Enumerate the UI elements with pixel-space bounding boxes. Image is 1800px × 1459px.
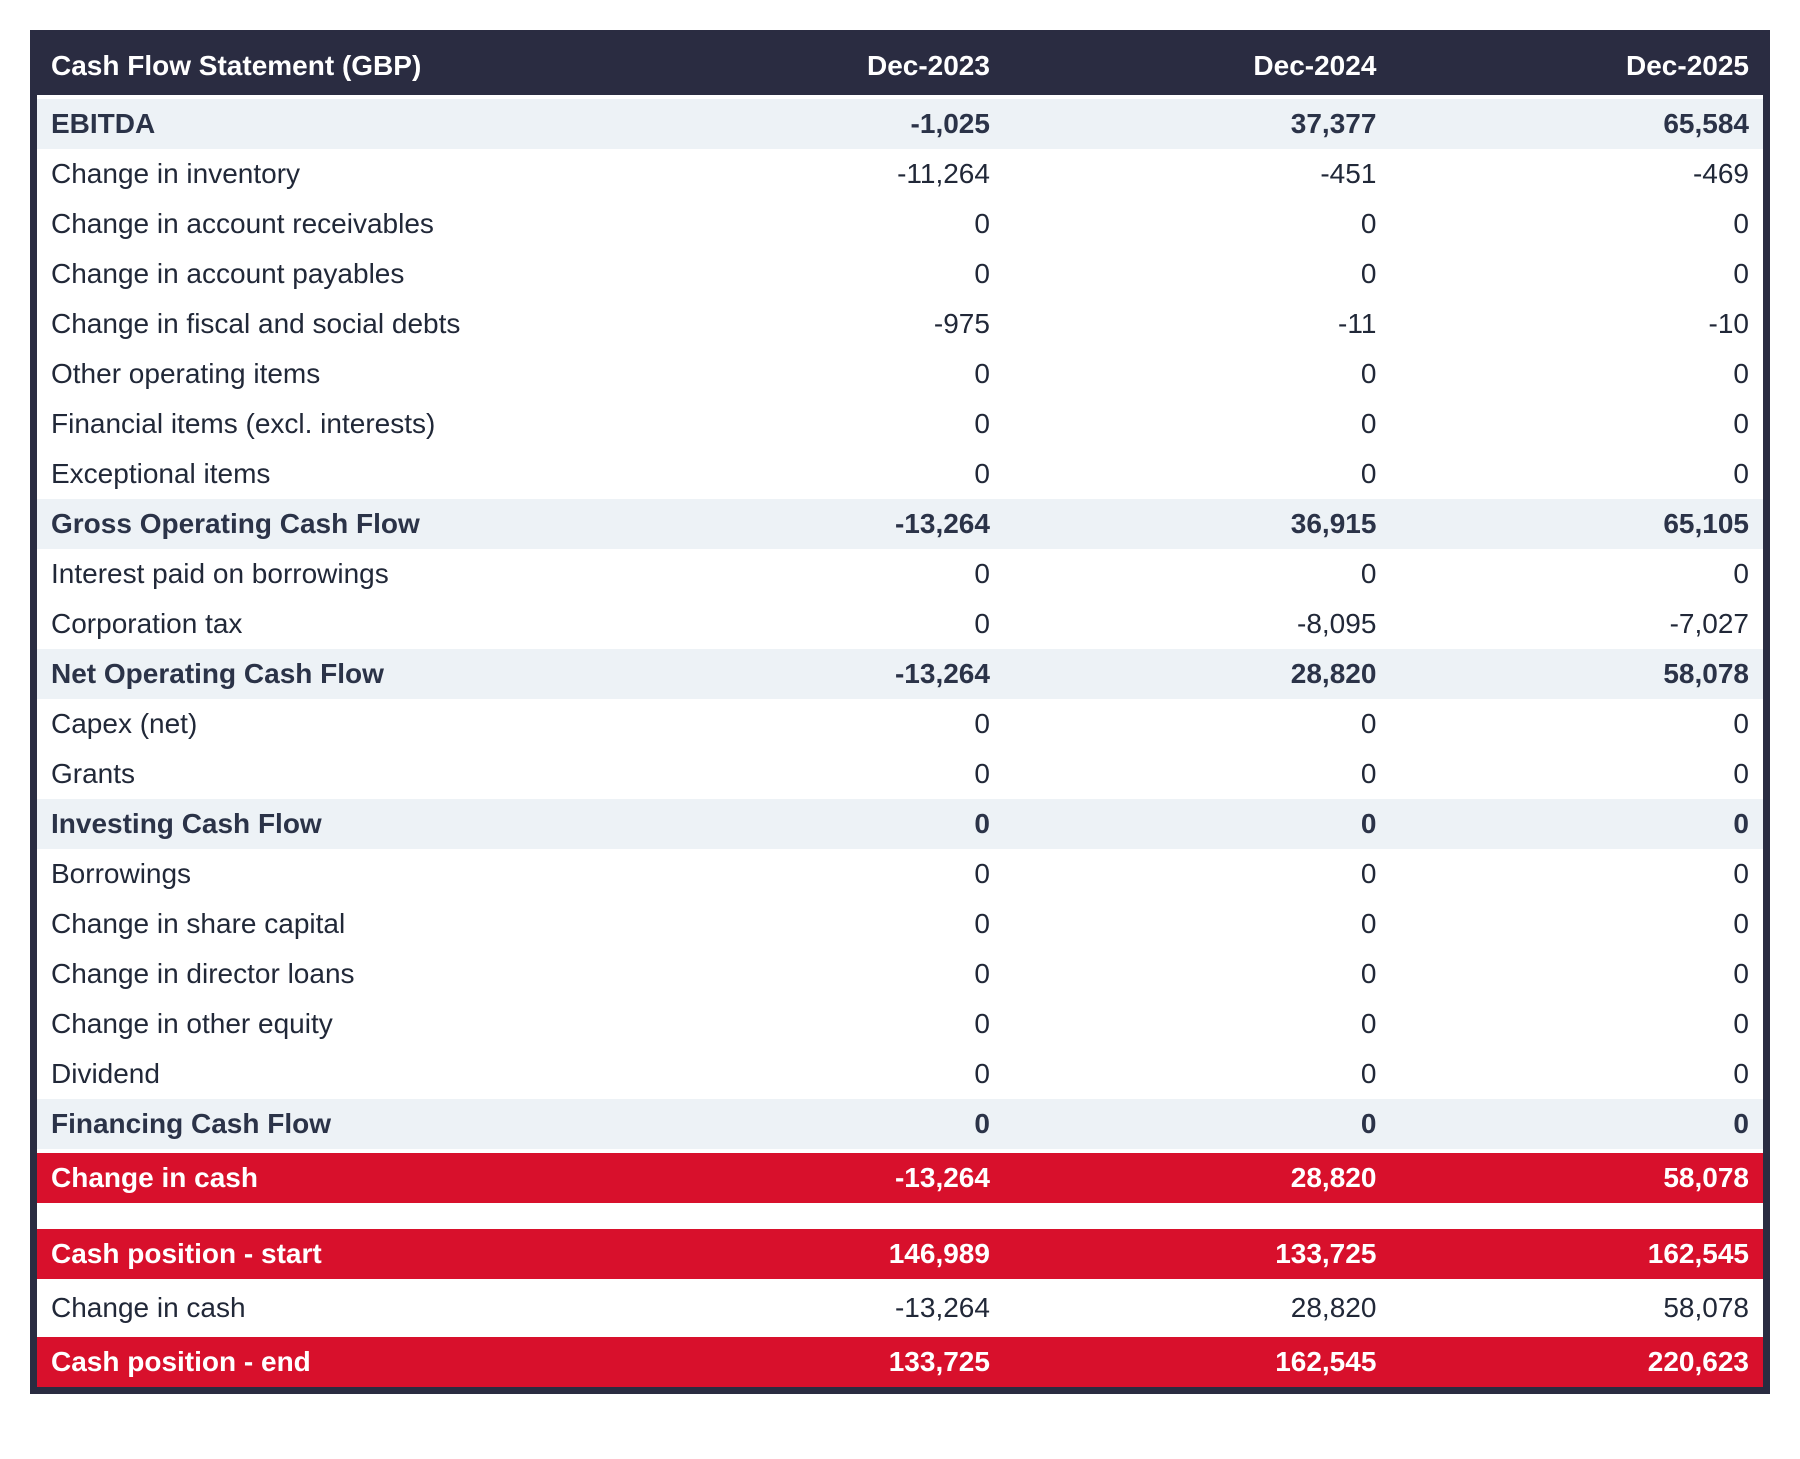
- cell-value: 0: [1004, 199, 1390, 249]
- row-label: EBITDA: [34, 97, 589, 149]
- row-label: Change in fiscal and social debts: [34, 299, 589, 349]
- cell-value: 0: [1004, 749, 1390, 799]
- cell-value: -13,264: [588, 499, 1004, 549]
- cash-flow-statement-table: [30, 30, 1770, 1394]
- cell-value: 28,820: [1004, 1281, 1390, 1335]
- cell-value: 0: [588, 449, 1004, 499]
- cell-value: 0: [1390, 949, 1766, 999]
- row-label: Financing Cash Flow: [34, 1099, 589, 1151]
- cell-value: -13,264: [588, 1151, 1004, 1205]
- cell-value: 65,584: [1390, 97, 1766, 149]
- table-body: [34, 97, 1767, 1391]
- row-label: Borrowings: [34, 849, 589, 899]
- cell-value: 0: [1390, 449, 1766, 499]
- cell-value: 0: [1390, 549, 1766, 599]
- cell-value: -469: [1390, 149, 1766, 199]
- table-row: [34, 299, 1767, 349]
- cell-value: 0: [588, 399, 1004, 449]
- table-row: [34, 199, 1767, 249]
- cell-value: 58,078: [1390, 1151, 1766, 1205]
- cell-value: -975: [588, 299, 1004, 349]
- cell-value: -13,264: [588, 649, 1004, 699]
- table-row: [34, 899, 1767, 949]
- spacer-row: [34, 1205, 1767, 1227]
- cell-value: 0: [1004, 949, 1390, 999]
- cell-value: 0: [1390, 899, 1766, 949]
- row-label: Change in account receivables: [34, 199, 589, 249]
- row-label: Change in share capital: [34, 899, 589, 949]
- row-label: Corporation tax: [34, 599, 589, 649]
- table-row: [34, 849, 1767, 899]
- table-row: [34, 699, 1767, 749]
- table-row: [34, 599, 1767, 649]
- cell-value: 28,820: [1004, 649, 1390, 699]
- cell-value: 0: [1390, 249, 1766, 299]
- cell-value: 28,820: [1004, 1151, 1390, 1205]
- row-label: Exceptional items: [34, 449, 589, 499]
- row-label: Change in account payables: [34, 249, 589, 299]
- cell-value: 0: [1390, 749, 1766, 799]
- cell-value: 0: [588, 199, 1004, 249]
- cell-value: -11,264: [588, 149, 1004, 199]
- row-label: Capex (net): [34, 699, 589, 749]
- column-header-dec-2023: Dec-2023: [588, 34, 1004, 98]
- cell-value: 0: [588, 349, 1004, 399]
- table-row: [34, 549, 1767, 599]
- cell-value: -7,027: [1390, 599, 1766, 649]
- table-row: [34, 1335, 1767, 1391]
- table-row: [34, 349, 1767, 399]
- cell-value: 58,078: [1390, 649, 1766, 699]
- cell-value: 162,545: [1390, 1227, 1766, 1281]
- cell-value: 133,725: [1004, 1227, 1390, 1281]
- row-label: Change in other equity: [34, 999, 589, 1049]
- row-label: Gross Operating Cash Flow: [34, 499, 589, 549]
- cell-value: 0: [1004, 999, 1390, 1049]
- table-row: [34, 1099, 1767, 1151]
- header-row: [34, 34, 1767, 98]
- column-header-dec-2025: Dec-2025: [1390, 34, 1766, 98]
- cell-value: 0: [588, 249, 1004, 299]
- cell-value: 58,078: [1390, 1281, 1766, 1335]
- cell-value: 133,725: [588, 1335, 1004, 1391]
- table-row: [34, 799, 1767, 849]
- cell-value: -11: [1004, 299, 1390, 349]
- cell-value: 0: [1004, 699, 1390, 749]
- spacer-cell: [34, 1205, 1767, 1227]
- cell-value: 37,377: [1004, 97, 1390, 149]
- table-row: [34, 1227, 1767, 1281]
- cell-value: 0: [1390, 849, 1766, 899]
- cell-value: -8,095: [1004, 599, 1390, 649]
- row-label: Change in director loans: [34, 949, 589, 999]
- cell-value: 0: [1004, 1049, 1390, 1099]
- row-label: Interest paid on borrowings: [34, 549, 589, 599]
- row-label: Cash position - start: [34, 1227, 589, 1281]
- cell-value: -451: [1004, 149, 1390, 199]
- row-label: Investing Cash Flow: [34, 799, 589, 849]
- cell-value: 0: [1004, 849, 1390, 899]
- cell-value: 0: [588, 749, 1004, 799]
- cell-value: 0: [588, 549, 1004, 599]
- row-label: Other operating items: [34, 349, 589, 399]
- cell-value: 0: [1004, 249, 1390, 299]
- cell-value: 146,989: [588, 1227, 1004, 1281]
- cell-value: 0: [1004, 799, 1390, 849]
- table-row: [34, 499, 1767, 549]
- row-label: Change in inventory: [34, 149, 589, 199]
- row-label: Financial items (excl. interests): [34, 399, 589, 449]
- table-row: [34, 1151, 1767, 1205]
- cell-value: 0: [1004, 449, 1390, 499]
- table-row: [34, 749, 1767, 799]
- cell-value: 0: [1390, 1049, 1766, 1099]
- cell-value: 0: [1390, 1099, 1766, 1151]
- cell-value: 0: [1390, 349, 1766, 399]
- row-label: Dividend: [34, 1049, 589, 1099]
- cell-value: 36,915: [1004, 499, 1390, 549]
- row-label: Change in cash: [34, 1281, 589, 1335]
- table-row: [34, 999, 1767, 1049]
- cell-value: 0: [1390, 699, 1766, 749]
- table-row: [34, 449, 1767, 499]
- cell-value: 65,105: [1390, 499, 1766, 549]
- table-row: [34, 149, 1767, 199]
- row-label: Net Operating Cash Flow: [34, 649, 589, 699]
- cell-value: 0: [588, 699, 1004, 749]
- cell-value: 220,623: [1390, 1335, 1766, 1391]
- cell-value: 0: [588, 899, 1004, 949]
- table-row: [34, 399, 1767, 449]
- cell-value: 0: [1004, 1099, 1390, 1151]
- table-row: [34, 1049, 1767, 1099]
- table-row: [34, 1281, 1767, 1335]
- table-row: [34, 249, 1767, 299]
- cell-value: 0: [1004, 399, 1390, 449]
- cell-value: -13,264: [588, 1281, 1004, 1335]
- row-label: Change in cash: [34, 1151, 589, 1205]
- cell-value: 0: [588, 599, 1004, 649]
- cell-value: 0: [588, 1049, 1004, 1099]
- cell-value: 0: [1390, 399, 1766, 449]
- column-header-dec-2024: Dec-2024: [1004, 34, 1390, 98]
- cell-value: 0: [1390, 199, 1766, 249]
- table-title: Cash Flow Statement (GBP): [34, 34, 589, 98]
- cell-value: 0: [1004, 549, 1390, 599]
- row-label: Grants: [34, 749, 589, 799]
- cell-value: 0: [1004, 349, 1390, 399]
- cell-value: -10: [1390, 299, 1766, 349]
- cell-value: 0: [588, 799, 1004, 849]
- row-label: Cash position - end: [34, 1335, 589, 1391]
- cell-value: -1,025: [588, 97, 1004, 149]
- cell-value: 0: [588, 1099, 1004, 1151]
- table-header: [34, 34, 1767, 98]
- cell-value: 0: [588, 949, 1004, 999]
- cell-value: 0: [588, 849, 1004, 899]
- cell-value: 0: [1390, 999, 1766, 1049]
- cell-value: 0: [1390, 799, 1766, 849]
- table-row: [34, 97, 1767, 149]
- cell-value: 0: [1004, 899, 1390, 949]
- table-row: [34, 949, 1767, 999]
- cell-value: 162,545: [1004, 1335, 1390, 1391]
- cell-value: 0: [588, 999, 1004, 1049]
- table-row: [34, 649, 1767, 699]
